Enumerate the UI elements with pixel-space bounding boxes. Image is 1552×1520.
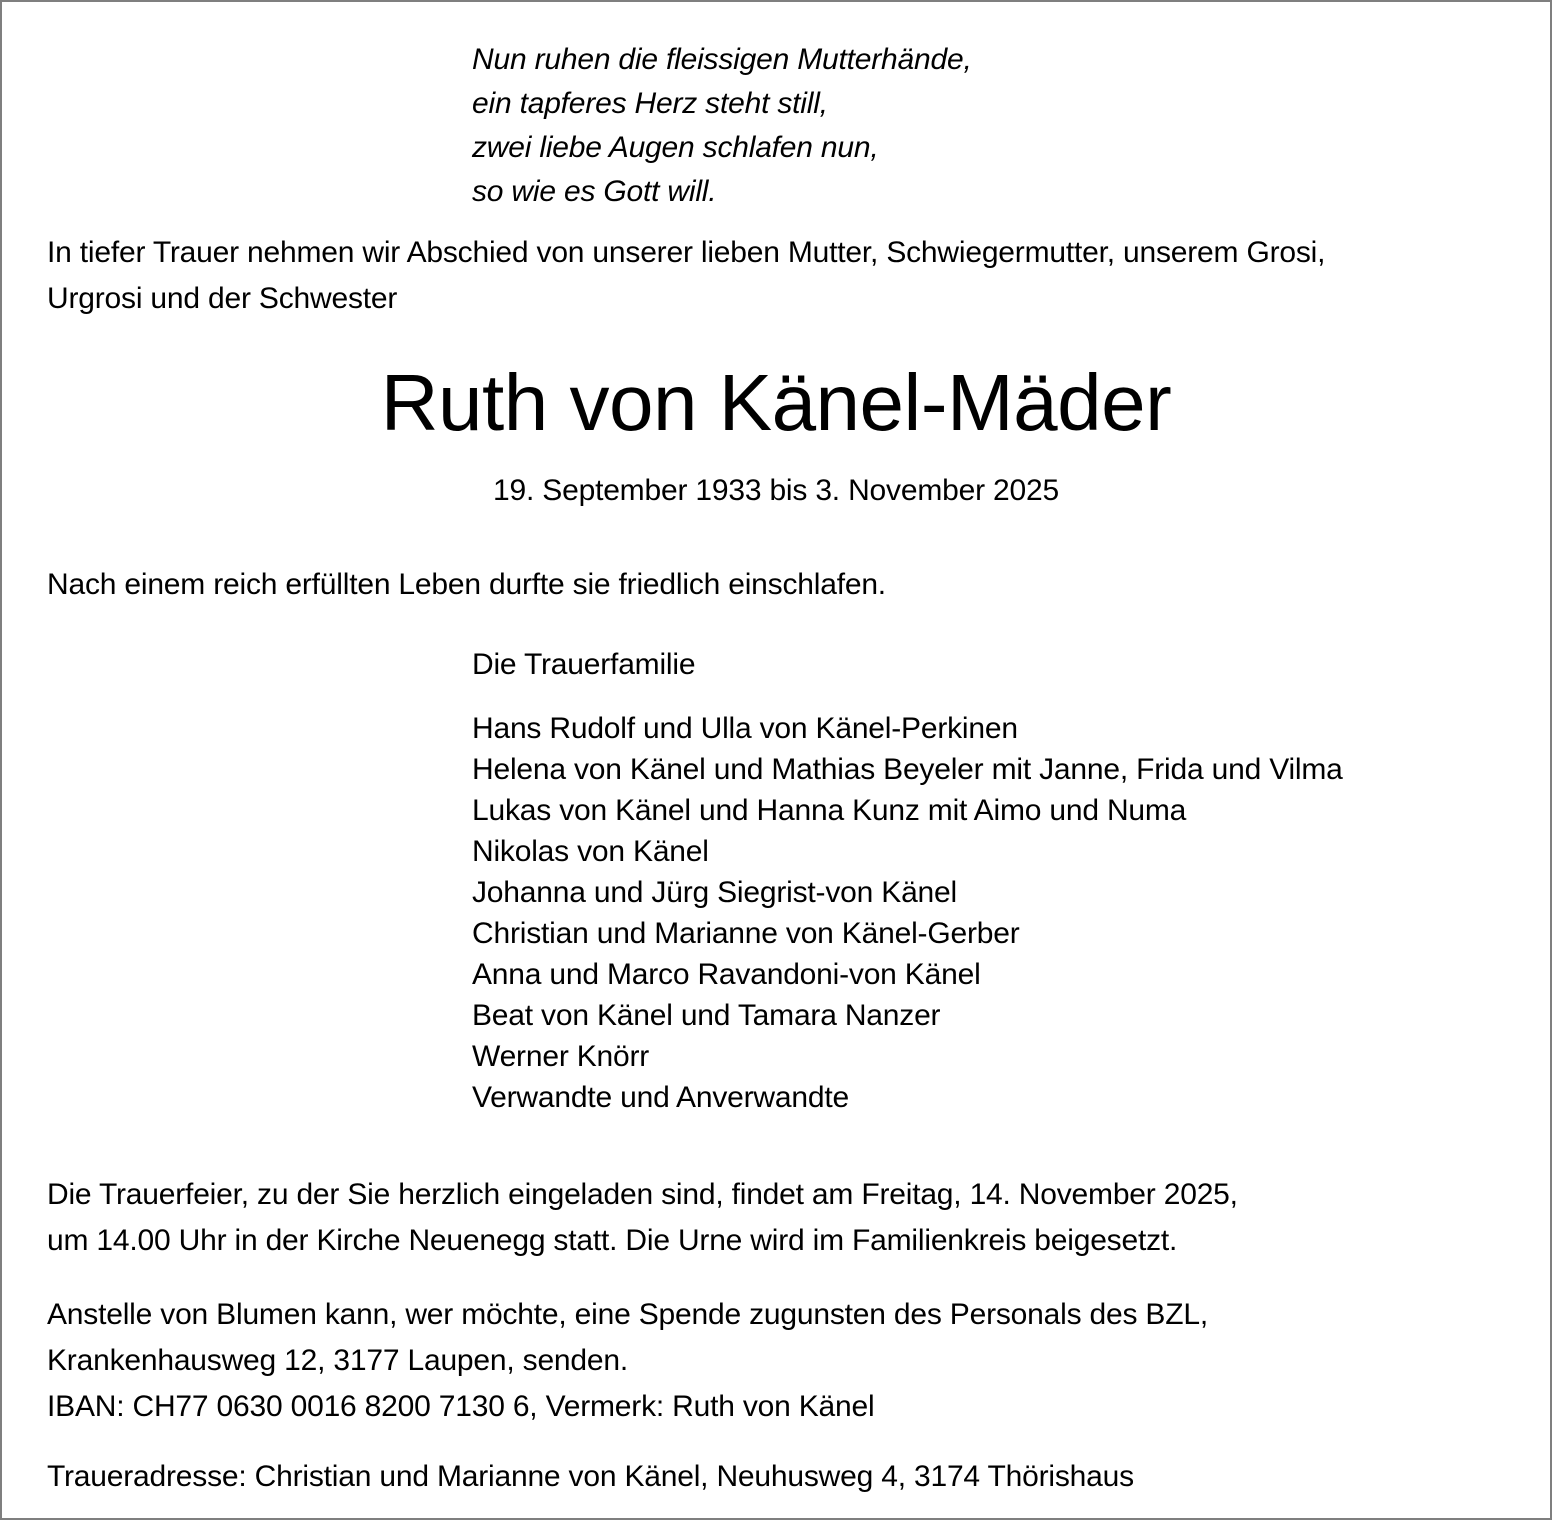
intro-line: In tiefer Trauer nehmen wir Abschied von unserer lieben Mutter, Schwiegermutter, unserem Grosi, [47, 236, 1326, 269]
donation-line: IBAN: CH77 0630 0016 8200 7130 6, Vermerk: Ruth von Känel [47, 1390, 875, 1423]
family-member: Beat von Känel und Tamara Nanzer [472, 999, 941, 1032]
service-paragraph [47, 1172, 1505, 1264]
family-member: Werner Knörr [472, 1040, 650, 1073]
family-member: Anna und Marco Ravandoni-von Känel [472, 958, 981, 991]
family-member: Verwandte und Anverwandte [472, 1081, 849, 1114]
family-member-list [472, 708, 1550, 1118]
service-line: um 14.00 Uhr in der Kirche Neuenegg statt. Die Urne wird im Familienkreis beigesetzt. [47, 1224, 1178, 1257]
family-member: Lukas von Känel und Hanna Kunz mit Aimo und Numa [472, 794, 1187, 827]
family-member: Johanna und Jürg Siegrist-von Känel [472, 876, 957, 909]
intro-paragraph [47, 230, 1505, 322]
donation-line: Krankenhausweg 12, 3177 Laupen, senden. [47, 1344, 629, 1377]
memorial-verse [472, 38, 1550, 214]
verse-line: Nun ruhen die fleissigen Mutterhände, [472, 43, 972, 76]
peaceful-sentence: Nach einem reich erfüllten Leben durfte sie friedlich einschlafen. [47, 568, 886, 601]
donation-paragraph [47, 1292, 1505, 1430]
intro-line: Urgrosi und der Schwester [47, 282, 398, 315]
family-member: Hans Rudolf und Ulla von Känel-Perkinen [472, 712, 1018, 745]
verse-line: so wie es Gott will. [472, 175, 717, 208]
service-line: Die Trauerfeier, zu der Sie herzlich eingeladen sind, findet am Freitag, 14. November 2025, [47, 1178, 1238, 1211]
verse-line: zwei liebe Augen schlafen nun, [472, 131, 879, 164]
family-member: Christian und Marianne von Känel-Gerber [472, 917, 1020, 950]
mourning-address: Traueradresse: Christian und Marianne von Känel, Neuhusweg 4, 3174 Thörishaus [47, 1460, 1134, 1493]
donation-line: Anstelle von Blumen kann, wer möchte, eine Spende zugunsten des Personals des BZL, [47, 1298, 1208, 1331]
deceased-name: Ruth von Känel-Mäder [380, 358, 1172, 447]
verse-line: ein tapferes Herz steht still, [472, 87, 828, 120]
family-member: Nikolas von Känel [472, 835, 709, 868]
family-member: Helena von Känel und Mathias Beyeler mit Janne, Frida und Vilma [472, 753, 1343, 786]
family-heading: Die Trauerfamilie [472, 648, 696, 681]
life-dates: 19. September 1933 bis 3. November 2025 [493, 474, 1059, 507]
